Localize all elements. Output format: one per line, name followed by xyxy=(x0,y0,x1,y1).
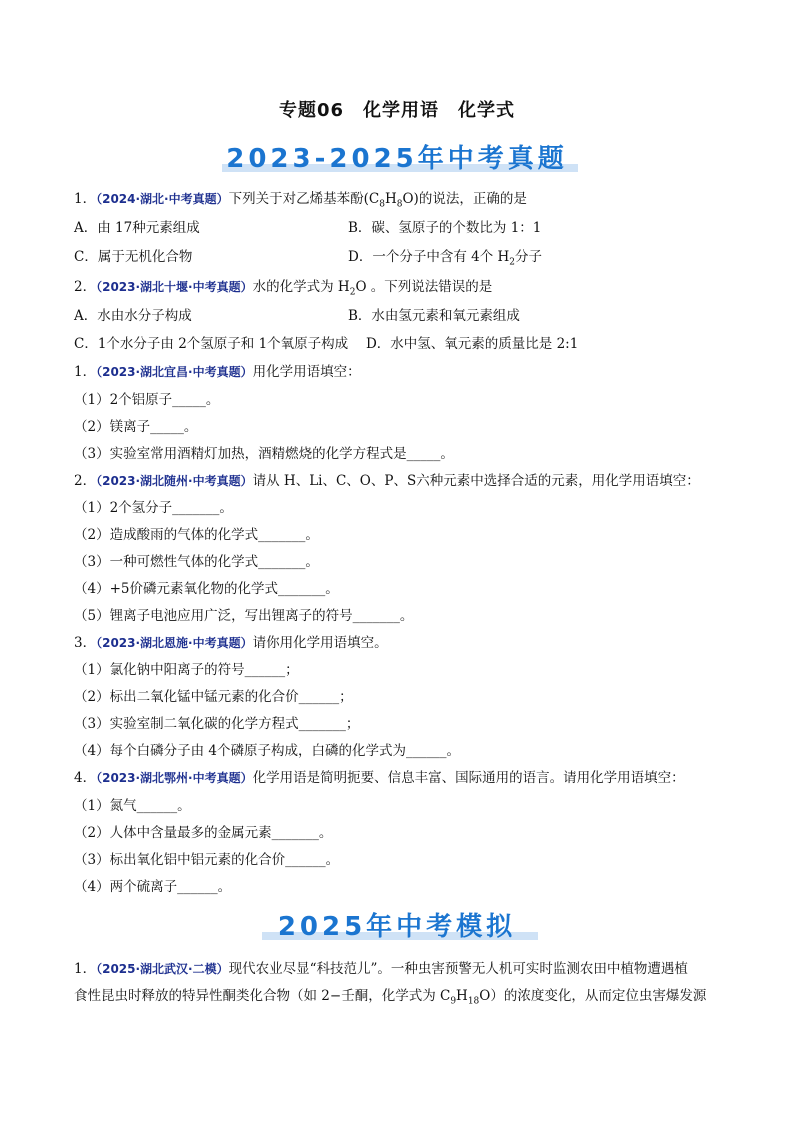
q5-item-3: （3）实验室制二氧化碳的化学方程式_______； xyxy=(74,716,360,732)
q2-option-cd: C．1个水分子由 2个氢原子和 1个氧原子构成 D．水中氢、氧元素的质量比是 2:1 xyxy=(74,336,579,352)
q3-item-3: （3）实验室常用酒精灯加热，酒精燃烧的化学方程式是_____。 xyxy=(74,446,454,462)
q6-item-4: （4）两个硫离子______。 xyxy=(74,879,232,895)
q4-item-5: （5）锂离子电池应用广泛，写出锂离子的符号_______。 xyxy=(74,608,414,624)
question-source: （2023·湖北随州·中考真题） xyxy=(96,474,253,488)
question-source: （2024·湖北·中考真题） xyxy=(96,192,229,206)
q2-option-a: A．水由水分子构成 xyxy=(74,308,192,324)
q1-option-b: B．碳、氢原子的个数比为 1：1 xyxy=(348,220,542,236)
question-source: （2023·湖北宜昌·中考真题） xyxy=(96,365,253,379)
q4-item-3: （3）一种可燃性气体的化学式_______。 xyxy=(74,554,319,570)
q5-item-1: （1）氯化钠中阳离子的符号______； xyxy=(74,662,299,678)
q6-item-1: （1）氮气______。 xyxy=(74,798,191,814)
question-source: （2023·湖北恩施·中考真题） xyxy=(96,636,253,650)
question-source: （2023·湖北鄂州·中考真题） xyxy=(96,771,253,785)
q3-item-2: （2）镁离子_____。 xyxy=(74,419,198,435)
q5-item-2: （2）标出二氧化锰中锰元素的化合价______； xyxy=(74,689,353,705)
question-7-line-1: 1．（2025·湖北武汉·二模）现代农业尽显“科技范儿”。一种虫害预警无人机可实时监测农田中植物遭遇植 xyxy=(74,961,688,977)
q1-option-c: C．属于无机化合物 xyxy=(74,249,193,265)
banner-mock-exams xyxy=(0,906,794,943)
question-4-stem: 2．（2023·湖北随州·中考真题）请从 H、Li、C、O、P、S六种元素中选择合适的元素，用化学用语填空： xyxy=(74,473,700,489)
banner-real-exams-text: 2023-2025年中考真题 xyxy=(226,144,568,174)
q2-option-b: B．水由氢元素和氧元素组成 xyxy=(348,308,520,324)
question-source: （2025·湖北武汉·二模） xyxy=(96,962,229,976)
q6-item-3: （3）标出氧化铝中铝元素的化合价______。 xyxy=(74,852,340,868)
q4-item-2: （2）造成酸雨的气体的化学式_______。 xyxy=(74,527,319,543)
q4-item-4: （4）+5价磷元素氧化物的化学式_______。 xyxy=(74,581,339,597)
page-title: 专题06 化学用语 化学式 xyxy=(278,100,516,121)
question-7-line-2: 食性昆虫时释放的特异性酮类化合物（如 2−壬酮，化学式为 $C_9H_{18}O$）的浓度变化，从而定位虫害爆发源 xyxy=(74,988,707,1007)
q1-option-a: A．由 17种元素组成 xyxy=(74,220,200,236)
question-3-stem: 1．（2023·湖北宜昌·中考真题）用化学用语填空： xyxy=(74,364,361,380)
question-6-stem: 4．（2023·湖北鄂州·中考真题）化学用语是简明扼要、信息丰富、国际通用的语言。请用化学用语填空： xyxy=(74,770,685,786)
q3-item-1: （1）2个铝原子_____。 xyxy=(74,392,220,408)
q4-item-1: （1）2个氢分子_______。 xyxy=(74,500,233,516)
q5-item-4: （4）每个白磷分子由 4个磷原子构成，白磷的化学式为______。 xyxy=(74,743,460,759)
question-5-stem: 3．（2023·湖北恩施·中考真题）请你用化学用语填空。 xyxy=(74,635,388,651)
q6-item-2: （2）人体中含量最多的金属元素_______。 xyxy=(74,825,333,841)
question-1-stem: 1．（2024·湖北·中考真题）下列关于对乙烯基苯酚$(C_8H_8O)$的说法，正确的是 xyxy=(74,191,527,210)
q1-option-d: D．一个分子中含有 4个 $H_2$分子 xyxy=(348,249,543,268)
question-source: （2023·湖北十堰·中考真题） xyxy=(96,280,253,294)
question-2-stem: 2．（2023·湖北十堰·中考真题）水的化学式为 $H_2O$ 。下列说法错误的是 xyxy=(74,279,493,298)
banner-mock-exams-text: 2025年中考模拟 xyxy=(277,912,517,942)
banner-real-exams xyxy=(0,138,794,175)
